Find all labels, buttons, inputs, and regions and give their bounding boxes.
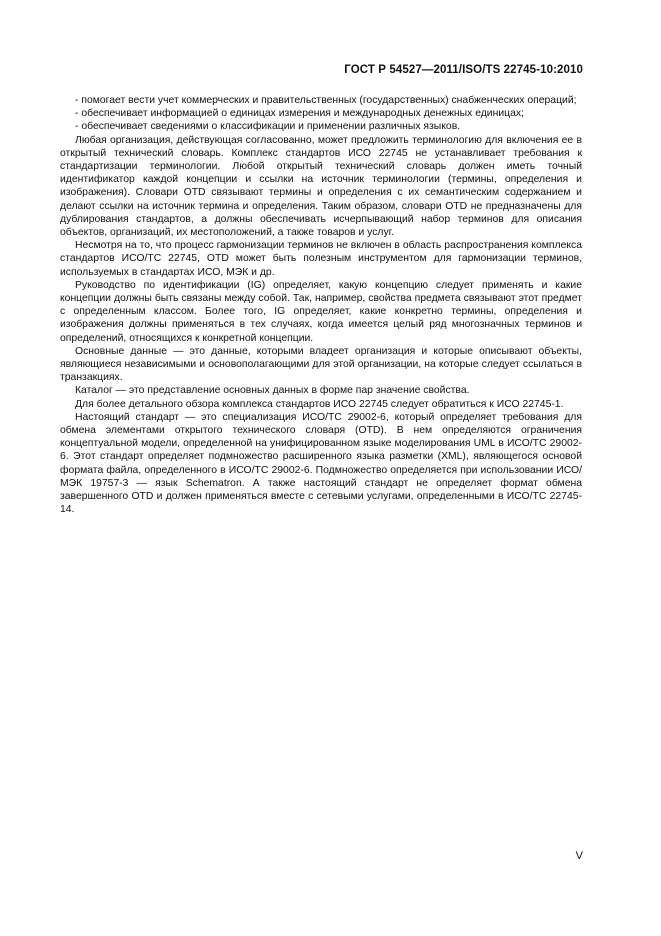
paragraph: Несмотря на то, что процесс гармонизации терминов не включен в область распространения комплекса стандартов ИСО/ТС 22745, OTD может быть полезным инструментом для гармонизации терминов, используемых в стандартах ИСО, МЭК и др. [60,240,582,278]
page-number: V [575,850,583,862]
document-body [60,94,582,517]
paragraph: Для более детального обзора комплекса стандартов ИСО 22745 следует обратиться к ИСО 22745-1. [75,398,564,410]
paragraph: - обеспечивает информацией о единицах измерения и международных денежных единицах; [75,108,524,120]
paragraph: Любая организация, действующая согласованно, может предложить терминологию для включения ее в открытый технический словарь. Комплекс стандартов ИСО 22745 не устанавливает требования к стандартизации терминологии. Любой открытый технический словарь должен иметь точный идентификатор каждой концепции и ссылки на источник терминологии (термины, определения и изображения). Словари OTD связывают термины и определения с их семантическим содержанием и делают ссылки на источник термина и определения. Таким образом, словари OTD не предназначены для дублирования стандартов, а должны обеспечивать исчерпывающий набор терминов для описания объектов, организаций, их местоположений, а также товаров и услуг. [60,134,582,239]
paragraph: Руководство по идентификации (IG) определяет, какую концепцию следует применять и какие концепции должны быть связаны между собой. Так, например, свойства предмета связывают этот предмет с определенным классом. Более того, IG определяет, какие конкретно термины, определения и изображения должны применяться в тех случаях, когда имеется целый ряд многозначных терминов и определений, относящихся к конкретной концепции. [60,279,582,344]
paragraph: - помогает вести учет коммерческих и правительственных (государственных) снабженческих операций; [75,95,577,106]
paragraph: Настоящий стандарт — это специализация ИСО/ТС 29002-6, который определяет требования для обмена элементами открытого технического словаря (OTD). В нем определяются ограничения концептуальной модели, определенной на унифицированном языке моделирования UML в ИСО/ТС 29002-6. Этот стандарт определяет подмножество расширенного языка разметки (XML), являющегося основой формата файла, определенного в ИСО/ТС 29002-6. Подмножество определяется при использовании ИСО/МЭК 19757-3 — язык Schematron. А также настоящий стандарт не определяет формат обмена завершенного OTD и должен применяться вместе с сетевыми услугами, определенными в ИСО/ТС 22745-14. [60,411,582,516]
paragraph: Каталог — это представление основных данных в форме пар значение свойства. [75,385,470,397]
paragraph: Основные данные — это данные, которыми владеет организация и которые описывают объекты, являющиеся независимыми и основополагающими для этой организации, на которые следует ссылаться в транзакциях. [60,345,582,384]
paragraph: - обеспечивает сведениями о классификации и применении различных языков. [75,121,461,133]
document-header: ГОСТ Р 54527—2011/ISO/TS 22745-10:2010 [344,64,583,76]
